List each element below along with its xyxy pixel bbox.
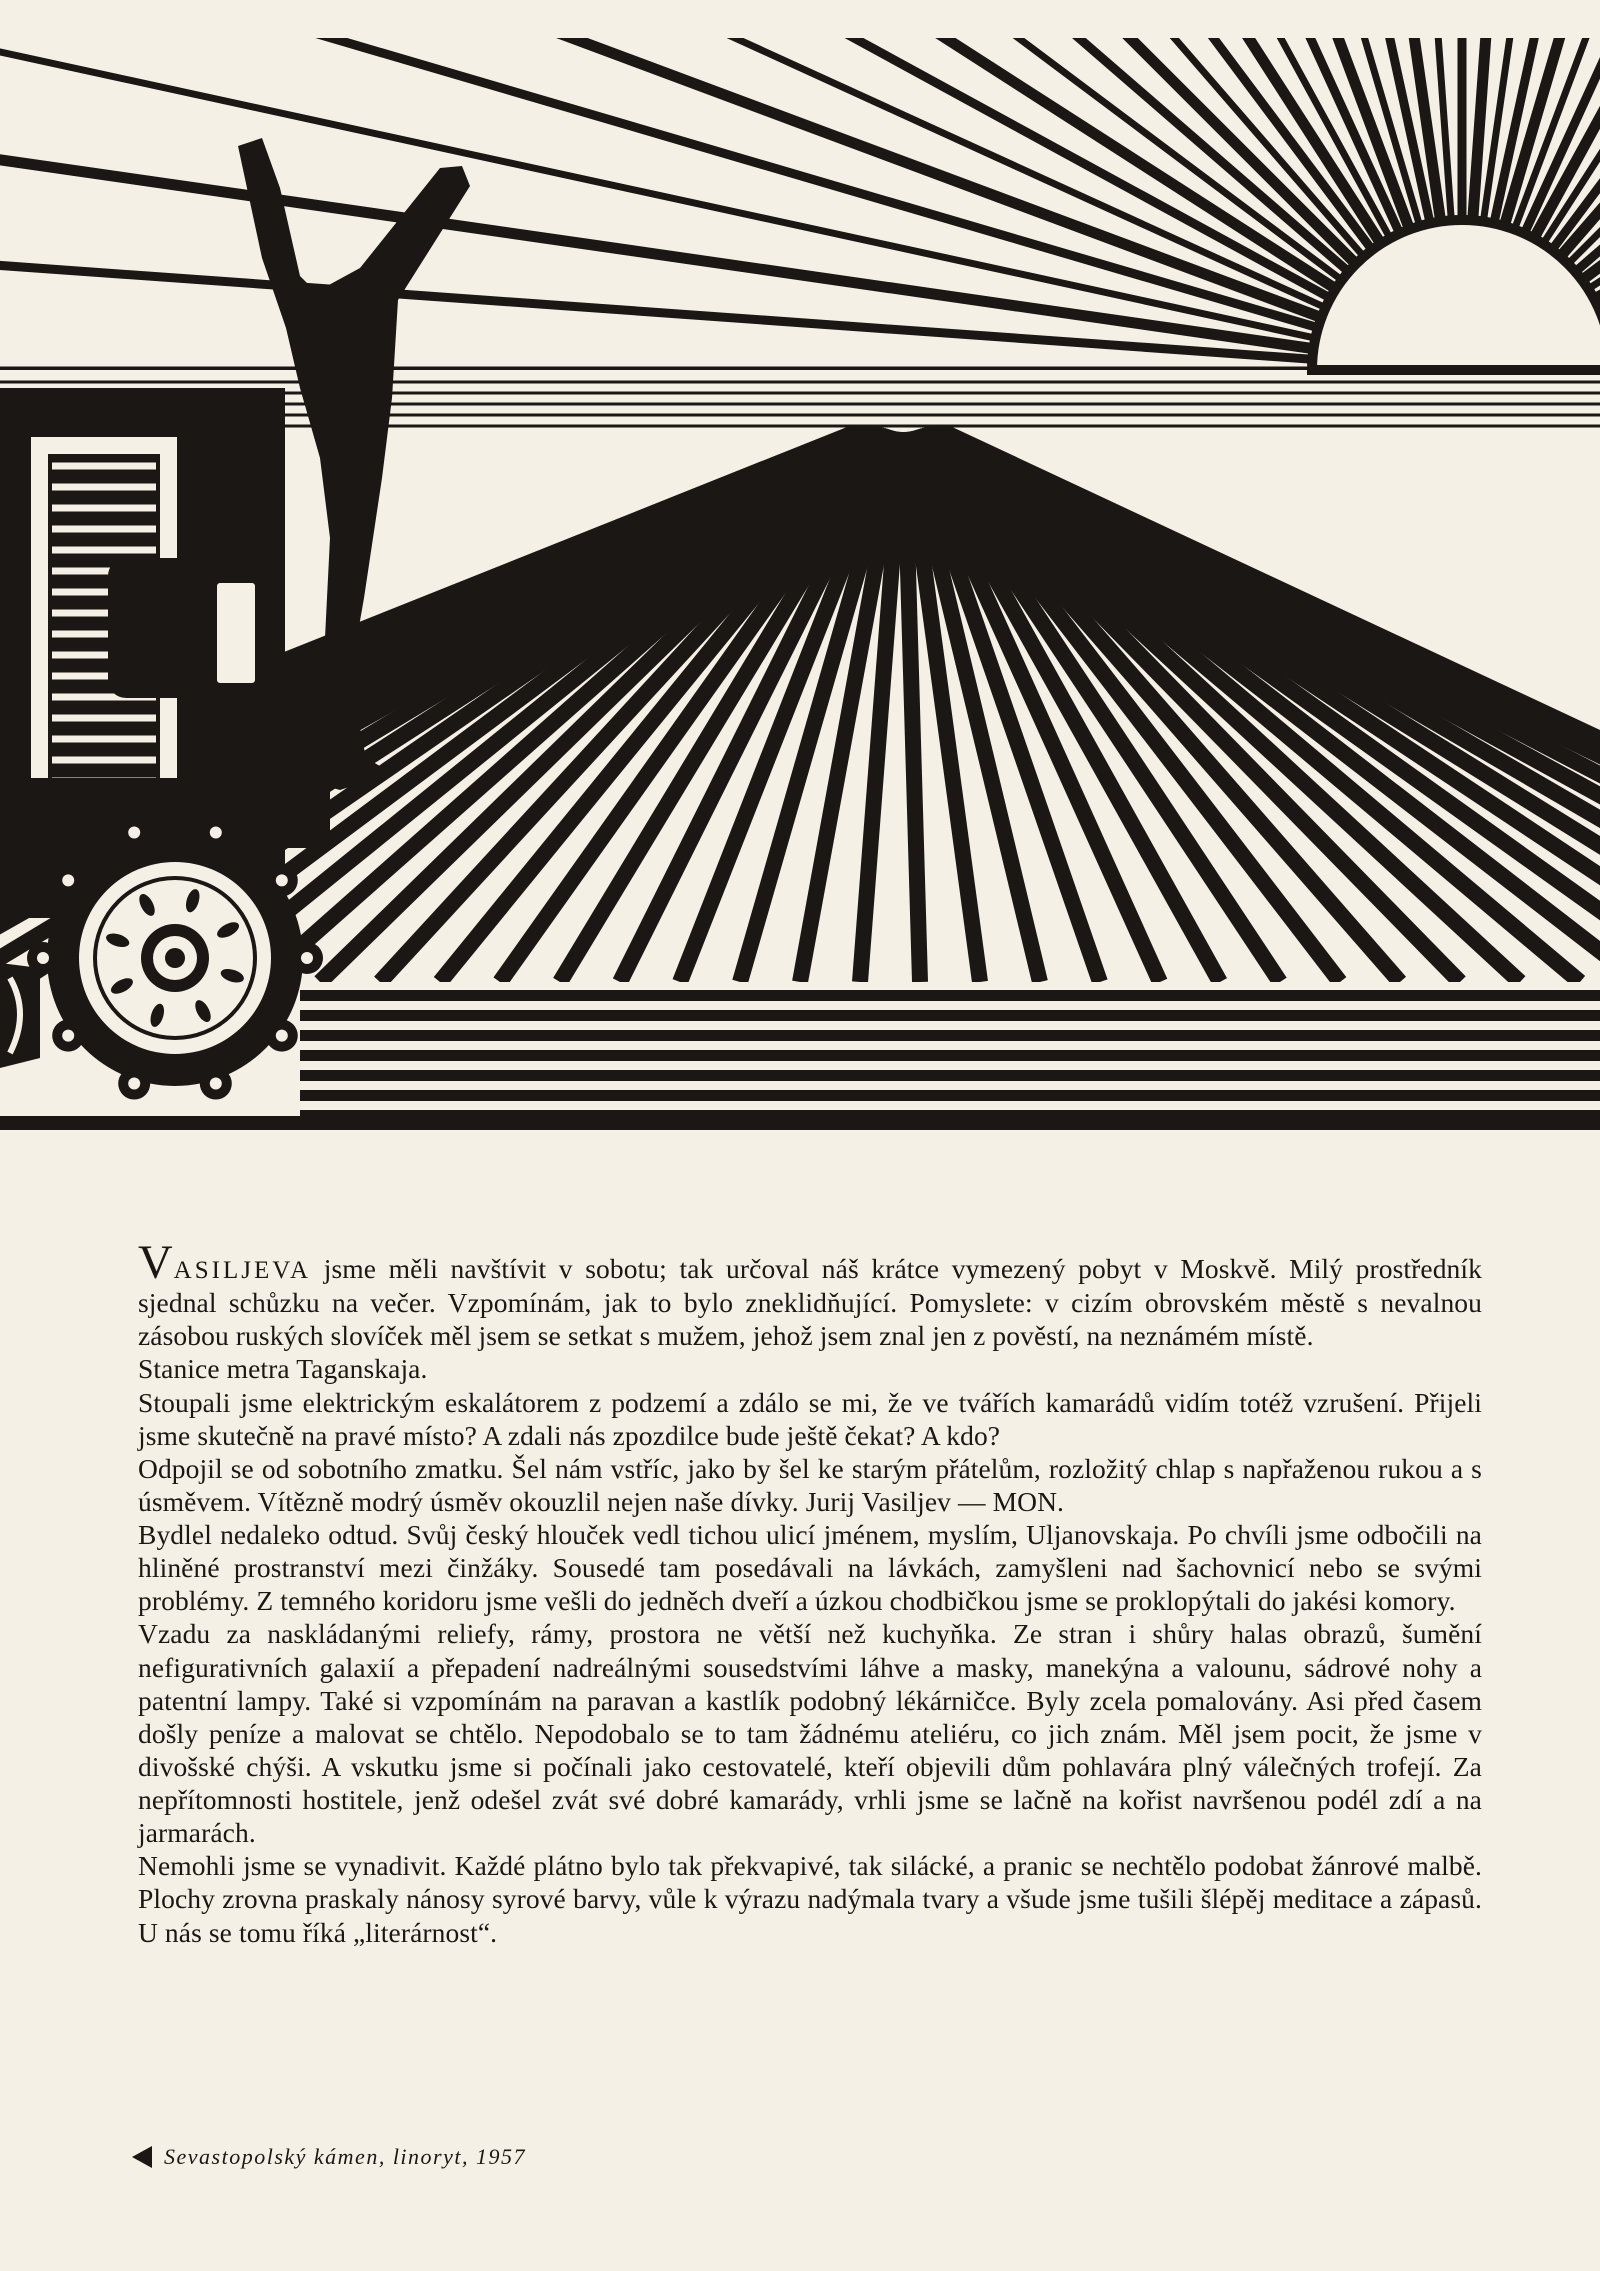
ground-stripe: [300, 1010, 1600, 1021]
gear-tooth-rivet: [210, 1078, 222, 1090]
gear-tooth-rivet: [276, 874, 288, 886]
gear-tooth-rivet: [128, 1078, 140, 1090]
article-paragraph: Stoupali jsme elektrickým eskalátorem z podzemí a zdálo se mi, že ve tvářích kamarádů vidím totéž vzrušení. Přijeli jsme skutečně na pravé místo? A zdali nás zpozdilce bude ještě čekat? A kdo?: [138, 1386, 1482, 1451]
gear-tooth-rivet: [62, 1030, 74, 1042]
article-paragraph: [138, 1236, 1482, 1352]
bottom-border: [0, 1116, 1600, 1130]
gear-tooth-rivet: [62, 874, 74, 886]
gear-tooth-rivet: [301, 952, 313, 964]
caption-text: Sevastopolský kámen, linoryt, 1957: [164, 2144, 526, 2169]
gear-tooth-rivet: [210, 826, 222, 838]
figure-caption: [132, 2144, 526, 2170]
ground-stripe: [300, 1070, 1600, 1081]
paragraph-text: jsme měli navštívit v sobotu; tak určoval náš krátce vymezený pobyt v Moskvě. Milý prostředník sjednal schůzku na večer. Vzpomínám, jak to bylo zneklidňující. Pomyslete: v cizím obrovském městě s nevalnou zásobou ruských slovíček měl jsem se setkat s mužem, jehož jsem znal jen z pověstí, na neznámém místě.: [138, 1253, 1482, 1352]
ground-stripe: [300, 1030, 1600, 1041]
article-paragraph: Stanice metra Taganskaja.: [138, 1353, 428, 1385]
gear-tooth-rivet: [128, 826, 140, 838]
gear-tooth-rivet: [276, 1030, 288, 1042]
article-paragraph: Odpojil se od sobotního zmatku. Šel nám vstříc, jako by šel ke starým přátelům, rozložitý chlap s napřaženou rukou a s úsměvem. Vítězně modrý úsměv okouzlil nejen naše dívky. Jurij Vasiljev — MON.: [138, 1452, 1482, 1517]
ground-stripe: [300, 1090, 1600, 1101]
ground-stripe: [300, 990, 1600, 1001]
article-paragraph: Vzadu za naskládanými reliefy, rámy, prostora ne větší než kuchyňka. Ze stran i shůry halas obrazů, šumění nefigurativních galaxií a přepadení nadreálnými sousedstvími láhve a masky, manekýna a valounu, sádrové nohy a patentní lampy. Také si vzpomínám na paravan a kastlík podobný lékárničce. Byly zcela pomalovány. Asi před časem došly peníze a malovat se chtělo. Nepodobalo se to tam žádnému ateliéru, co jich znám. Měl jsem pocit, že jsme v divošské chýši. A vskutku jsme si počínali jako cestovatelé, kteří objevili dům pohlavára plný válečných trofejí. Za nepřítomnosti hostitele, jenž odešel zvát své dobré kamarády, vrhli jsme se lačně na kořist navršenou podél zdí a na jarmarách.: [138, 1618, 1482, 1849]
linocut-illustration: [0, 38, 1600, 1130]
left-triangle-icon: [132, 2146, 152, 2168]
article-paragraph: Nemohli jsme se vynadivit. Každé plátno bylo tak překvapivé, tak silácké, a pranic se nechtělo podobat žánrové malbě. Plochy zrovna praskaly nánosy syrové barvy, vůle k výrazu nadýmala tvary a všude jsme tušili šlépěj meditace a zápasů. U nás se tomu říká „literárnost“.: [138, 1850, 1482, 1948]
ground-stripe: [300, 1050, 1600, 1061]
article-paragraph: Bydlel nedaleko odtud. Svůj český hlouček vedl tichou ulicí jménem, myslím, Uljanovskaja. Po chvíli jsme odbočili na hliněné prostranství mezi činžáky. Sousedé tam posedávali na lávkách, zamyšleni nad šachovnicí nebo se svými problémy. Z temného koridoru jsme vešli do jedněch dveří a úzkou chodbičkou jsme se proklopýtali do jakési komory.: [138, 1519, 1482, 1617]
drop-cap: V: [138, 1236, 174, 1289]
lead-name: ASILJEVA: [173, 1257, 312, 1284]
gear-tooth-rivet: [37, 952, 49, 964]
article-body: [138, 1236, 1482, 1949]
